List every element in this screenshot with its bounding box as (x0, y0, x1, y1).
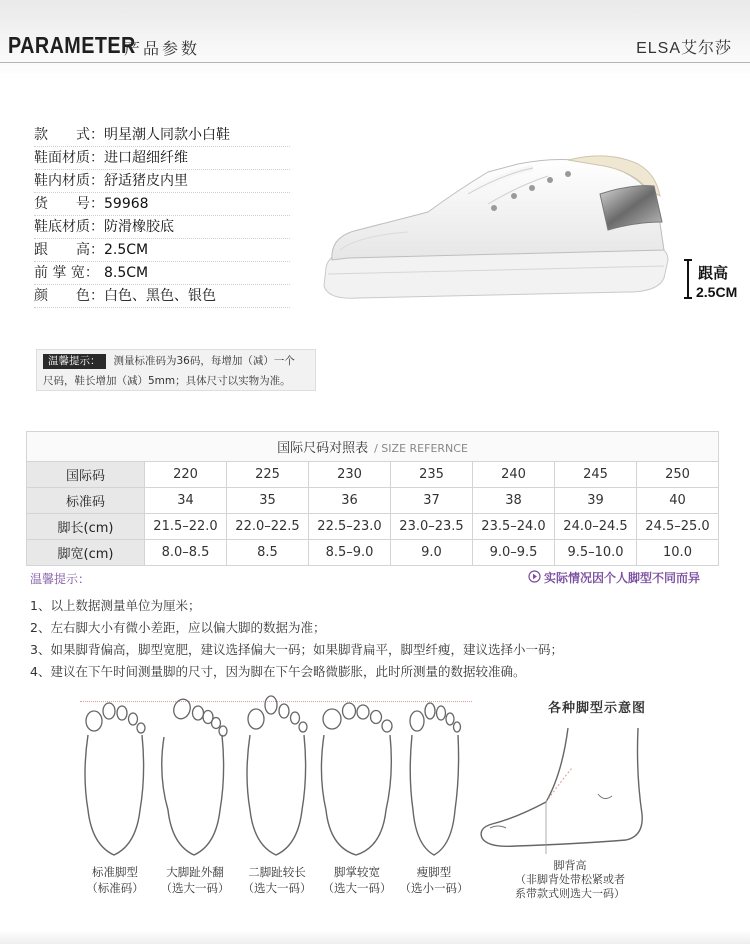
foot-diagram-title: 各种脚型示意图 (548, 701, 647, 716)
table-cell: 9.0–9.5 (473, 540, 555, 566)
foot-type-advice: （标准码） (86, 881, 144, 895)
table-cell: 35 (227, 488, 309, 514)
spec-value: 59968 (104, 196, 149, 212)
tip-item: 1、以上数据测量单位为厘米； (30, 598, 201, 613)
spec-label: 鞋面材质： (34, 150, 104, 166)
foot-type-name: 标准脚型 (92, 865, 138, 879)
heel-height-label: 跟高 (698, 264, 729, 282)
parameter-title: PARAMETER (8, 32, 136, 58)
foot-type-name: 脚掌较宽 (334, 865, 380, 879)
bunion-foot-icon (158, 695, 232, 860)
instep-caption: 脚背高 (553, 859, 587, 872)
table-cell: 39 (555, 488, 637, 514)
spec-row-style (34, 124, 290, 147)
brand-name: ELSA艾尔莎 (636, 40, 732, 57)
foot-type-name: 大脚趾外翻 (166, 865, 224, 879)
slim-foot-icon (400, 695, 470, 860)
play-circle-icon (528, 570, 541, 583)
spec-value: 2.5CM (104, 242, 149, 258)
spec-row-sku (34, 193, 290, 216)
notice-line-1: 测量标准码为36码，每增加（减）一个 (113, 355, 295, 367)
table-cell: 250 (637, 462, 719, 488)
spec-row-forefoot-width (34, 262, 290, 285)
tips-note: 实际情况因个人脚型不同而异 (544, 571, 701, 585)
spec-label: 跟 高： (34, 242, 104, 258)
spec-label: 颜 色： (34, 288, 104, 304)
row-header: 标准码 (27, 488, 145, 514)
sizing-notice-box (36, 349, 316, 391)
foot-type-advice: （选大一码） (242, 881, 312, 895)
table-title-en: / SIZE REFERNCE (374, 442, 468, 455)
row-header: 脚长(cm) (27, 514, 145, 540)
table-cell: 10.0 (637, 540, 719, 566)
table-cell: 34 (145, 488, 227, 514)
spec-value: 进口超细纤维 (104, 150, 188, 166)
notice-tag: 温馨提示： (43, 354, 106, 369)
spec-value: 白色、黑色、银色 (104, 288, 216, 304)
table-title-cell (27, 432, 719, 462)
spec-label: 鞋内材质： (34, 173, 104, 189)
spec-value: 舒适猪皮内里 (104, 173, 188, 189)
table-cell: 9.0 (391, 540, 473, 566)
foot-type-advice: （选小一码） (399, 881, 469, 895)
foot-type-advice: （选大一码） (322, 881, 392, 895)
table-cell: 22.0–22.5 (227, 514, 309, 540)
table-cell: 230 (309, 462, 391, 488)
tip-item: 4、建议在下午时间测量脚的尺寸，因为脚在下午会略微膨胀，此时所测量的数据较准确。 (30, 664, 526, 679)
table-title: 国际尺码对照表 (277, 441, 369, 456)
spec-label: 鞋底材质： (34, 219, 104, 235)
spec-row-upper (34, 147, 290, 170)
table-row (27, 488, 719, 514)
table-cell: 225 (227, 462, 309, 488)
table-row (27, 540, 719, 566)
table-cell: 40 (637, 488, 719, 514)
table-cell: 37 (391, 488, 473, 514)
table-cell: 23.0–23.5 (391, 514, 473, 540)
foot-type-name: 瘦脚型 (416, 865, 452, 879)
table-cell: 9.5–10.0 (555, 540, 637, 566)
row-header: 国际码 (27, 462, 145, 488)
header-divider (0, 62, 750, 63)
table-cell: 22.5–23.0 (309, 514, 391, 540)
heel-height-value: 2.5CM (696, 284, 738, 300)
high-instep-foot-icon (476, 724, 656, 854)
long-second-toe-foot-icon (240, 695, 314, 860)
tips-heading: 温馨提示： (30, 572, 91, 586)
spec-row-lining (34, 170, 290, 193)
table-cell: 38 (473, 488, 555, 514)
table-cell: 36 (309, 488, 391, 514)
row-header: 脚宽(cm) (27, 540, 145, 566)
table-cell: 8.5 (227, 540, 309, 566)
spec-label: 前 掌 宽： (34, 265, 99, 281)
tip-item: 2、左右脚大小有微小差距，应以偏大脚的数据为准； (30, 620, 326, 635)
parameter-title-cn: 产品参数 (124, 39, 201, 58)
spec-value: 防滑橡胶底 (104, 219, 174, 235)
table-cell: 23.5–24.0 (473, 514, 555, 540)
wide-foot-icon (318, 695, 396, 860)
spec-row-color (34, 285, 290, 308)
table-row (27, 462, 719, 488)
table-cell: 24.5–25.0 (637, 514, 719, 540)
table-cell: 21.5–22.0 (145, 514, 227, 540)
table-title-row (27, 432, 719, 462)
spec-row-sole (34, 216, 290, 239)
spec-row-heel (34, 239, 290, 262)
tip-item: 3、如果脚背偏高，脚型宽肥，建议选择偏大一码；如果脚背扁平，脚型纤瘦，建议选择小一码； (30, 642, 563, 657)
table-row (27, 514, 719, 540)
table-cell: 245 (555, 462, 637, 488)
spec-value: 8.5CM (104, 265, 149, 281)
spec-label: 货 号： (34, 196, 104, 212)
table-cell: 8.5–9.0 (309, 540, 391, 566)
instep-caption-note: 系带款式则选大一码） (515, 887, 625, 900)
spec-value: 明星潮人同款小白鞋 (104, 127, 230, 143)
foot-type-name: 二脚趾较长 (248, 865, 306, 879)
heel-height-bracket-icon (682, 259, 694, 299)
standard-foot-icon (78, 695, 152, 860)
table-cell: 24.0–24.5 (555, 514, 637, 540)
notice-line-2: 尺码，鞋长增加（减）5mm；具体尺寸以实物为准。 (43, 375, 291, 387)
instep-caption-note: （非脚背处带松紧或者 (515, 873, 625, 886)
spec-label: 款 式： (34, 127, 104, 143)
sneaker-image (318, 150, 678, 310)
table-cell: 8.0–8.5 (145, 540, 227, 566)
table-cell: 220 (145, 462, 227, 488)
size-reference-table (26, 431, 719, 566)
bottom-shadow (0, 930, 750, 944)
table-cell: 235 (391, 462, 473, 488)
table-cell: 240 (473, 462, 555, 488)
foot-type-advice: （选大一码） (160, 881, 230, 895)
